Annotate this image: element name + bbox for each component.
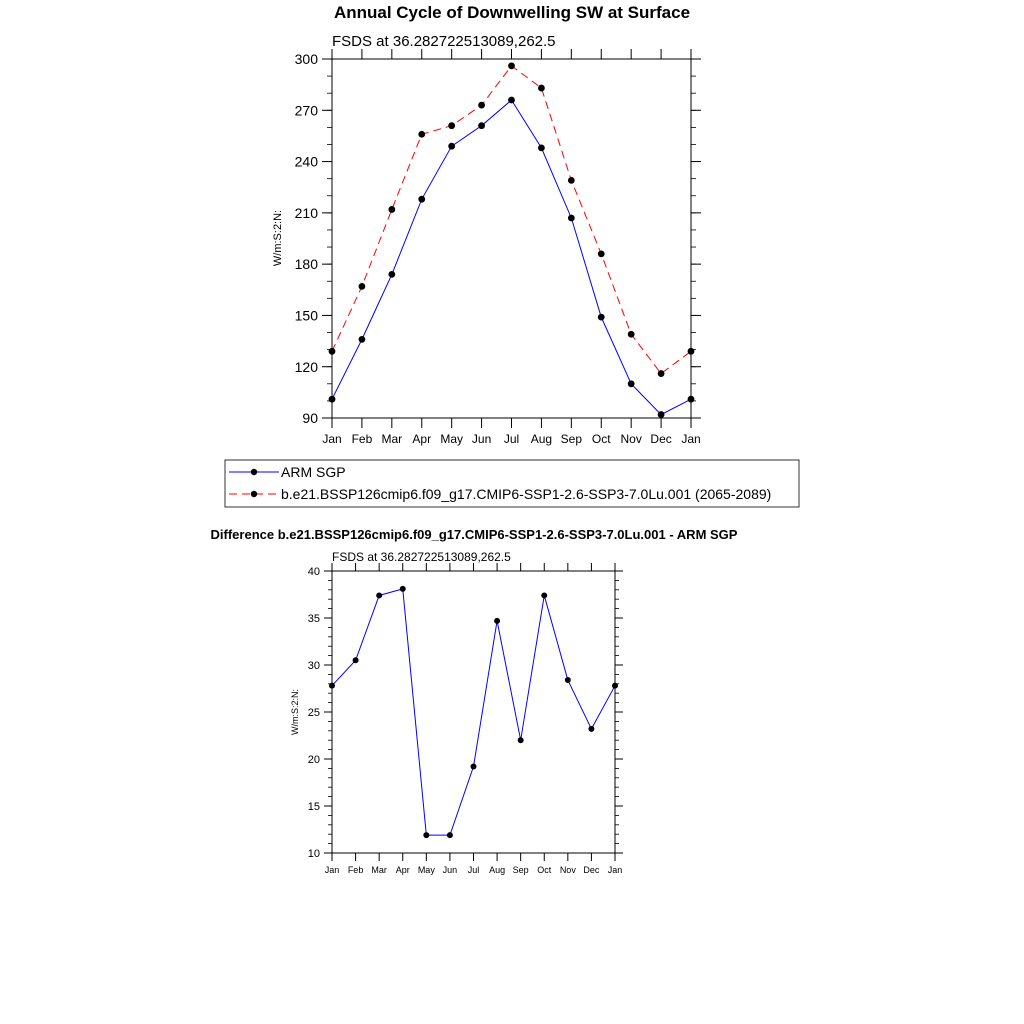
series-1-point <box>448 122 455 129</box>
series-0-point <box>538 144 545 151</box>
top-plot-area <box>295 49 701 446</box>
y-tick-label: 240 <box>294 153 318 170</box>
series-0-point <box>376 592 382 598</box>
series-0-point <box>447 832 453 838</box>
top-chart-ylabel: W/m:S:2:N: <box>272 209 284 267</box>
plot-frame <box>332 59 691 418</box>
series-0-point <box>359 336 366 343</box>
series-0-point <box>588 726 594 732</box>
y-tick-label: 20 <box>307 753 320 766</box>
x-tick-label: Nov <box>559 865 576 875</box>
series-1-point <box>658 370 665 377</box>
series-line-1 <box>332 66 691 374</box>
legend-entry-model <box>229 486 771 502</box>
x-tick-label: Apr <box>395 865 410 875</box>
x-tick-label: Aug <box>489 865 506 875</box>
x-tick-label: Jul <box>503 432 520 446</box>
series-0-point <box>568 215 575 222</box>
series-0-point <box>658 411 665 418</box>
top-chart-subtitle: FSDS at 36.282722513089,262.5 <box>332 33 556 50</box>
series-0-point <box>518 737 524 743</box>
x-tick-label: Apr <box>412 432 432 446</box>
series-0-point <box>508 97 515 104</box>
x-tick-label: Mar <box>381 432 403 446</box>
series-0-point <box>471 764 477 770</box>
series-1-point <box>688 348 695 355</box>
series-1-point <box>359 283 366 290</box>
series-0-point <box>541 592 547 598</box>
bottom-plot-area <box>308 563 623 875</box>
y-tick-label: 10 <box>307 847 320 860</box>
series-0-point <box>478 122 485 129</box>
series-0-point <box>598 314 605 321</box>
series-0-point <box>628 380 635 387</box>
top-chart-title: Annual Cycle of Downwelling SW at Surface <box>333 3 691 22</box>
y-tick-label: 150 <box>294 307 318 324</box>
series-0-point <box>448 143 455 150</box>
x-tick-label: Dec <box>650 432 672 446</box>
x-tick-label: Feb <box>351 432 373 446</box>
series-1-point <box>538 85 545 92</box>
series-0-point <box>400 586 406 592</box>
y-tick-label: 180 <box>294 256 318 273</box>
plot-frame <box>332 571 615 853</box>
y-tick-label: 30 <box>307 659 320 672</box>
x-tick-label: Aug <box>530 432 553 446</box>
y-tick-label: 40 <box>307 565 320 578</box>
series-0-point <box>353 657 359 663</box>
y-tick-label: 15 <box>307 800 320 813</box>
legend-label-arm-sgp: ARM SGP <box>281 464 346 480</box>
x-tick-label: Jan <box>607 865 623 875</box>
x-tick-label: Jan <box>322 432 342 446</box>
x-tick-label: Oct <box>591 432 611 446</box>
x-tick-label: May <box>417 865 435 875</box>
x-tick-label: May <box>440 432 464 446</box>
y-tick-label: 120 <box>294 358 318 375</box>
series-1-point <box>598 250 605 257</box>
series-0-point <box>423 832 429 838</box>
series-1-point <box>388 206 395 213</box>
series-0-point <box>418 196 425 203</box>
series-1-point <box>628 331 635 338</box>
series-0-point <box>565 677 571 683</box>
x-tick-label: Oct <box>537 865 552 875</box>
y-tick-label: 300 <box>294 51 318 68</box>
y-tick-label: 35 <box>307 612 320 625</box>
x-tick-label: Nov <box>620 432 642 446</box>
top-chart-legend <box>225 460 799 507</box>
y-tick-label: 25 <box>307 706 320 719</box>
series-1-point <box>478 102 485 109</box>
x-tick-label: Sep <box>560 432 583 446</box>
series-1-point <box>418 131 425 138</box>
series-0-point <box>494 618 500 624</box>
y-tick-label: 210 <box>294 204 318 221</box>
x-tick-label: Mar <box>371 865 387 875</box>
series-0-point <box>388 271 395 278</box>
series-1-point <box>508 62 515 69</box>
series-1-point <box>568 177 575 184</box>
x-tick-label: Jun <box>442 865 458 875</box>
x-tick-label: Sep <box>512 865 529 875</box>
bottom-chart-subtitle: FSDS at 36.282722513089,262.5 <box>332 550 511 564</box>
series-line-0 <box>332 100 691 415</box>
x-tick-label: Feb <box>347 865 364 875</box>
x-tick-label: Jun <box>471 432 492 446</box>
x-tick-label: Jan <box>324 865 340 875</box>
series-line-0 <box>332 589 615 835</box>
y-tick-label: 270 <box>294 102 318 119</box>
x-tick-label: Dec <box>583 865 600 875</box>
legend-label-model: b.e21.BSSP126cmip6.f09_g17.CMIP6-SSP1-2.6-SSP3-7.0Lu.001 (2065-2089) <box>281 486 772 502</box>
x-tick-label: Jan <box>681 432 701 446</box>
y-tick-label: 90 <box>302 410 318 427</box>
x-tick-label: Jul <box>467 865 480 875</box>
series-0-point <box>329 396 336 403</box>
bottom-chart-ylabel: W/m:S:2:N: <box>290 688 300 736</box>
series-0-point <box>329 683 335 689</box>
series-0-point <box>688 396 695 403</box>
series-1-point <box>329 348 336 355</box>
bottom-chart-title: Difference b.e21.BSSP126cmip6.f09_g17.CMIP6-SSP1-2.6-SSP3-7.0Lu.001 - ARM SGP <box>210 527 738 542</box>
series-0-point <box>612 683 618 689</box>
